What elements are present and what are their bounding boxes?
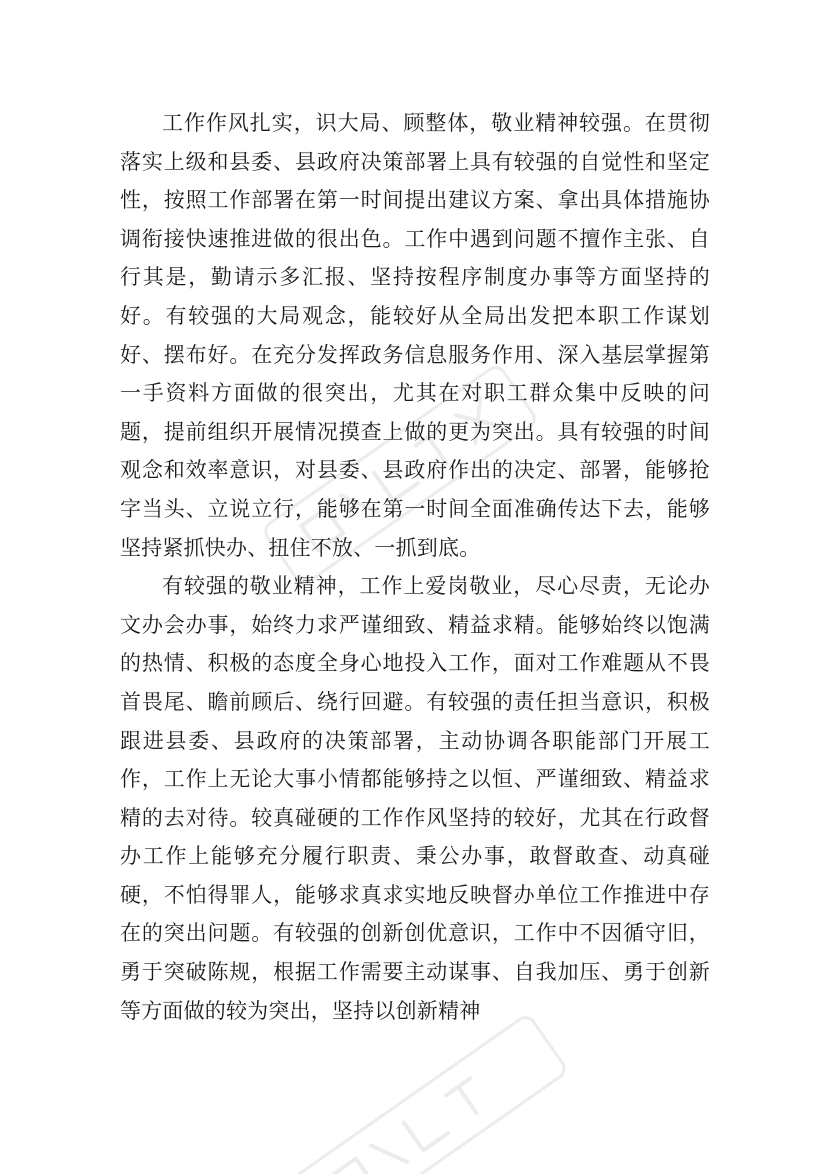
body-paragraph: 有较强的敬业精神，工作上爱岗敬业，尽心尽责，无论办文办会办事，始终力求严谨细致、精益求精。能够始终以饱满的热情、积极的态度全身心地投入工作，面对工作难题从不畏首畏尾、瞻前顾后、绕行回避。有较强的责任担当意识，积极跟进县委、县政府的决策部署，主动协调各职能部门开展工作，工作上无论大事小情都能够持之以恒、严谨细致、精益求精的去对待。较真碰硬的工作作风坚持的较好，尤其在行政督办工作上能够充分履行职责、秉公办事，敢督敢查、动真碰硬，不怕得罪人，能够求真求实地反映督办单位工作推进中存在的突出问题。有较强的创新创优意识，工作中不因循守旧，勇于突破陈规，根据工作需要主动谋事、自我加压、勇于创新等方面做的较为突出，坚持以创新精神	[120, 574, 710, 1023]
document-body	[120, 104, 710, 1030]
body-paragraph: 工作作风扎实，识大局、顾整体，敬业精神较强。在贯彻落实上级和县委、县政府决策部署上具有较强的自觉性和坚定性，按照工作部署在第一时间提出建议方案、拿出具体措施协调衔接快速推进做的很出色。工作中遇到问题不擅作主张、自行其是，勤请示多汇报、坚持按程序制度办事等方面坚持的好。有较强的大局观念，能较好从全局出发把本职工作谋划好、摆布好。在充分发挥政务信息服务作用、深入基层掌握第一手资料方面做的很突出，尤其在对职工群众集中反映的问题，提前组织开展情况摸查上做的更为突出。具有较强的时间观念和效率意识，对县委、县政府作出的决定、部署，能够抢字当头、立说立行，能够在第一时间全面准确传达下去，能够坚持紧抓快办、扭住不放、一抓到底。	[120, 111, 710, 560]
